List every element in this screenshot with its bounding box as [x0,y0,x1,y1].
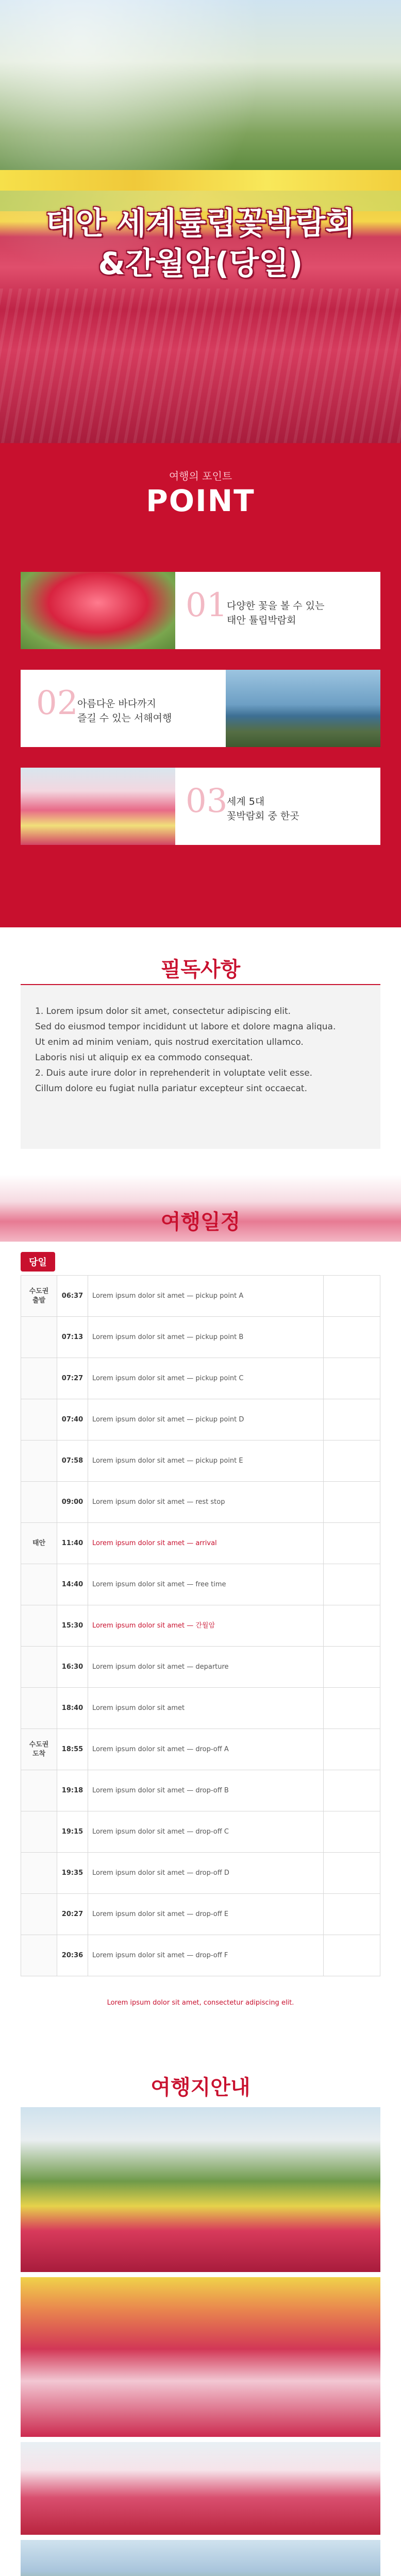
itinerary-time: 18:40 [57,1688,88,1729]
itinerary-time: 20:27 [57,1894,88,1935]
itinerary-day [21,1317,57,1358]
point-text-3-line2: 꽃박람회 중 한곳 [227,810,299,822]
itinerary-row [21,1647,380,1688]
itinerary-time: 07:13 [57,1317,88,1358]
itinerary-info: Lorem ipsum dolor sit amet — drop-off E [88,1894,324,1935]
itinerary-time: 19:15 [57,1811,88,1853]
itinerary-time: 06:37 [57,1276,88,1317]
itinerary-row [21,1853,380,1894]
itinerary-row [21,1276,380,1317]
itinerary-row [21,1440,380,1482]
itinerary-row [21,1317,380,1358]
itinerary-time: 19:18 [57,1770,88,1811]
point-text-1-line2: 태안 튤립박람회 [227,615,296,626]
point-text-1 [227,599,324,628]
point-text-1-line1: 다양한 꽃을 볼 수 있는 [227,600,325,612]
itinerary-meal [324,1770,380,1811]
itinerary-info: Lorem ipsum dolor sit amet — pickup point B [88,1317,324,1358]
itinerary-title: 여행일정 [160,1210,241,1234]
point-number-1: 01 [186,586,228,624]
itinerary-time: 14:40 [57,1564,88,1605]
itinerary-time: 20:36 [57,1935,88,1976]
itinerary-row [21,1811,380,1853]
itinerary-time: 15:30 [57,1605,88,1647]
itinerary-meal [324,1605,380,1647]
point-eyebrow: 여행의 포인트 [169,470,232,482]
guide-image-2 [21,2277,380,2437]
point-text-2 [77,697,172,725]
itinerary-meal [324,1564,380,1605]
point-text-3-line1: 세계 5대 [227,796,265,807]
itinerary-info: Lorem ipsum dolor sit amet — drop-off B [88,1770,324,1811]
itinerary-row [21,1729,380,1770]
hero-title-box [0,204,401,284]
itinerary-meal [324,1482,380,1523]
itinerary-day [21,1894,57,1935]
point-item-2 [21,670,380,747]
itinerary-meal [324,1647,380,1688]
itinerary-info: Lorem ipsum dolor sit amet — drop-off F [88,1935,324,1976]
tulip-field-texture [0,289,401,443]
guide-image-3 [21,2442,380,2535]
notice-title: 필독사항 [160,958,241,981]
itinerary-table [21,1275,380,1976]
itinerary-row [21,1358,380,1399]
point-section [0,443,401,927]
itinerary-day [21,1482,57,1523]
notice-section [0,927,401,1175]
guide-section [0,2050,401,2576]
itinerary-info: Lorem ipsum dolor sit amet [88,1688,324,1729]
itinerary-time: 19:35 [57,1853,88,1894]
itinerary-info: Lorem ipsum dolor sit amet — drop-off A [88,1729,324,1770]
itinerary-info: Lorem ipsum dolor sit amet — pickup point E [88,1440,324,1482]
itinerary-day [21,1564,57,1605]
itinerary-row [21,1894,380,1935]
itinerary-time: 18:55 [57,1729,88,1770]
itinerary-row [21,1523,380,1564]
notice-line: 1. Lorem ipsum dolor sit amet, consectetur adipiscing elit. [35,1006,291,1016]
itinerary-row [21,1605,380,1647]
itinerary-time: 16:30 [57,1647,88,1688]
itinerary-row [21,1399,380,1440]
itinerary-meal [324,1729,380,1770]
itinerary-info: Lorem ipsum dolor sit amet — arrival [88,1523,324,1564]
guide-image-1 [21,2107,380,2272]
itinerary-day [21,1358,57,1399]
itinerary-day [21,1440,57,1482]
point-title: POINT [146,483,255,518]
itinerary-meal [324,1440,380,1482]
itinerary-day: 수도권 도착 [21,1729,57,1770]
itinerary-info: Lorem ipsum dolor sit amet — departure [88,1647,324,1688]
itinerary-day [21,1605,57,1647]
itinerary-day [21,1853,57,1894]
itinerary-time: 11:40 [57,1523,88,1564]
point-item-1 [21,572,380,649]
point-image-2 [226,670,380,747]
itinerary-meal [324,1894,380,1935]
itinerary-row [21,1564,380,1605]
itinerary-day [21,1770,57,1811]
itinerary-meal [324,1853,380,1894]
itinerary-meal [324,1276,380,1317]
itinerary-info: Lorem ipsum dolor sit amet — pickup point C [88,1358,324,1399]
point-item-3 [21,768,380,845]
itinerary-row [21,1688,380,1729]
yellow-flower-band [0,170,401,191]
notice-box [21,984,380,1149]
itinerary-info: Lorem ipsum dolor sit amet — 간월암 [88,1605,324,1647]
day-tab[interactable]: 당일 [21,1252,55,1272]
notice-line: Sed do eiusmod tempor incididunt ut labore et dolore magna aliqua. [35,1022,336,1032]
itinerary-day [21,1688,57,1729]
hero-title-line1: 태안 세계튤립꽃박람회 [45,206,356,242]
itinerary-section [0,1175,401,2050]
hero-title-line2: &간월암(당일) [98,246,303,282]
hero-banner [0,0,401,443]
itinerary-info: Lorem ipsum dolor sit amet — drop-off C [88,1811,324,1853]
guide-title: 여행지안내 [151,2076,250,2099]
point-text-3 [227,794,299,823]
point-text-2-line2: 즐길 수 있는 서해여행 [77,713,172,724]
itinerary-row [21,1935,380,1976]
itinerary-info: Lorem ipsum dolor sit amet — free time [88,1564,324,1605]
guide-image-4 [21,2540,380,2576]
itinerary-time: 09:00 [57,1482,88,1523]
itinerary-info: Lorem ipsum dolor sit amet — pickup point D [88,1399,324,1440]
point-image-3 [21,768,175,845]
notice-line: Ut enim ad minim veniam, quis nostrud exercitation ullamco. [35,1037,304,1047]
point-number-3: 03 [186,782,228,820]
itinerary-meal [324,1317,380,1358]
notice-line: Laboris nisi ut aliquip ex ea commodo consequat. [35,1053,253,1063]
point-number-2: 02 [36,684,78,722]
itinerary-footnote: Lorem ipsum dolor sit amet, consectetur adipiscing elit. [107,1999,294,2007]
point-text-2-line1: 아름다운 바다까지 [77,698,156,709]
notice-line: 2. Duis aute irure dolor in reprehenderit in voluptate velit esse. [35,1068,313,1078]
itinerary-meal [324,1935,380,1976]
itinerary-day [21,1811,57,1853]
itinerary-day: 태안 [21,1523,57,1564]
itinerary-info: Lorem ipsum dolor sit amet — drop-off D [88,1853,324,1894]
itinerary-row [21,1482,380,1523]
itinerary-time: 07:40 [57,1399,88,1440]
itinerary-day [21,1935,57,1976]
itinerary-day [21,1647,57,1688]
itinerary-day [21,1399,57,1440]
itinerary-meal [324,1811,380,1853]
itinerary-meal [324,1523,380,1564]
itinerary-info: Lorem ipsum dolor sit amet — pickup point A [88,1276,324,1317]
itinerary-time: 07:58 [57,1440,88,1482]
itinerary-meal [324,1688,380,1729]
itinerary-info: Lorem ipsum dolor sit amet — rest stop [88,1482,324,1523]
itinerary-row [21,1770,380,1811]
point-image-1 [21,572,175,649]
itinerary-day: 수도권 출발 [21,1276,57,1317]
itinerary-meal [324,1399,380,1440]
itinerary-time: 07:27 [57,1358,88,1399]
itinerary-meal [324,1358,380,1399]
notice-line: Cillum dolore eu fugiat nulla pariatur excepteur sint occaecat. [35,1083,307,1094]
